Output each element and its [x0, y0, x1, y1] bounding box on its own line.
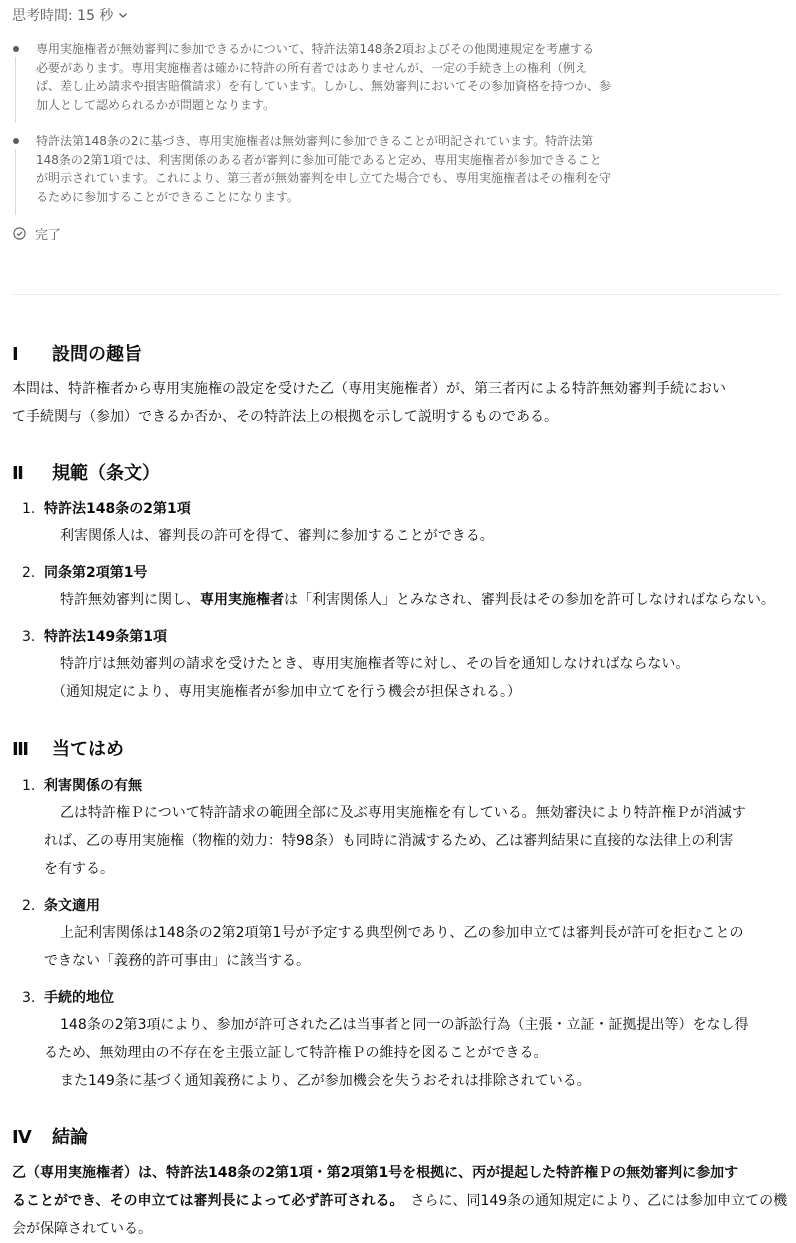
section-heading-3	[12, 735, 124, 761]
list-number: 3.	[22, 990, 36, 1006]
list-label: 特許法149条第1項	[44, 629, 167, 645]
thought-step-2	[13, 132, 633, 206]
done-label: 完了	[35, 228, 62, 243]
list-item-body	[44, 919, 788, 975]
thought-line: が明示されています。これにより、第三者が無効審判を申し立てた場合でも、専用実施権者はその権利を守	[36, 171, 612, 185]
body-line: できない「義務的許可事由」に該当する。	[44, 953, 310, 969]
list-item-body	[60, 650, 796, 678]
thought-line: ば、差し止め請求や損害賠償請求）を有しています。しかし、無効審判においてその参加資格を持つか、参	[36, 79, 612, 93]
bullet-dot	[13, 46, 19, 52]
list-item-body	[44, 799, 788, 883]
list-item-title	[22, 562, 147, 582]
list-label: 利害関係の有無	[44, 778, 142, 794]
section-title: 結論	[52, 1127, 88, 1148]
section-heading-1	[12, 340, 142, 366]
list-number: 1.	[22, 501, 36, 517]
list-item-title	[22, 987, 114, 1007]
section-heading-4	[12, 1123, 88, 1149]
section-title: 設問の趣旨	[52, 344, 142, 365]
list-item-title	[22, 498, 191, 518]
body-line: 特許庁は無効審判の請求を受けたとき、専用実施権者等に対し、その旨を通知しなければならない。	[60, 656, 690, 672]
paragraph-line	[12, 1187, 788, 1215]
list-item-body	[60, 522, 796, 550]
list-item-title	[22, 626, 167, 646]
bold-text: 乙（専用実施権者）は、特許法148条の2第1項・第2項第1号を根拠に、丙が提起した特許権Ｐの無効審判に参加す	[12, 1165, 739, 1181]
paragraph-line: 会が保障されている。	[12, 1221, 152, 1237]
list-label: 同条第2項第1号	[44, 565, 148, 581]
body-line: 乙は特許権Ｐについて特許請求の範囲全部に及ぶ専用実施権を有している。無効審決により特許権Ｐが消滅す	[60, 805, 746, 821]
bold-text: ることができ、その申立ては審判長によって必ず許可される。	[12, 1193, 397, 1209]
list-number: 3.	[22, 629, 36, 645]
list-number: 2.	[22, 565, 36, 581]
thought-step-1	[13, 40, 633, 114]
thought-line: 加人として認められるかが問題となります。	[36, 97, 276, 112]
timeline-line	[15, 149, 16, 215]
section-number: Ⅳ	[12, 1127, 32, 1148]
body-text: 特許無効審判に関し、	[60, 592, 200, 608]
thinking-duration: 思考時間: 15 秒	[12, 8, 114, 24]
timeline-line	[15, 57, 16, 123]
check-circle-icon	[13, 227, 26, 240]
divider	[12, 294, 782, 295]
paragraph-line: 本問は、特許権者から専用実施権の設定を受けた乙（専用実施権者）が、第三者丙による特許無効審判手続におい	[12, 381, 726, 397]
body-line: れば、乙の専用実施権（物権的効力：特98条）も同時に消滅するため、乙は審判結果に直接的な法律上の利害	[44, 833, 734, 849]
thought-line: 特許法第148条の2に基づき、専用実施権者は無効審判に参加できることが明記されています。特許法第	[36, 134, 594, 148]
list-item-title	[22, 895, 100, 915]
thought-line: 専用実施権者が無効審判に参加できるかについて、特許法第148条2項およびその他関連規定を考慮する	[36, 42, 595, 56]
section-number: Ⅱ	[12, 463, 24, 484]
thought-line: るために参加することができることになります。	[36, 189, 300, 204]
chevron-down-icon	[117, 9, 129, 21]
section-heading-2	[12, 459, 160, 485]
list-item-body	[44, 1011, 788, 1095]
thought-line: 148条の2第1項では、利害関係のある者が審判に参加可能であると定め、専用実施権者が参加できること	[36, 152, 602, 167]
list-label: 手続的地位	[44, 990, 114, 1006]
body-bold-text: 専用実施権者	[200, 592, 284, 608]
body-text: さらに、同149条の通知規定により、乙には参加申立ての機	[396, 1193, 788, 1209]
list-item-body	[60, 586, 796, 614]
thinking-toggle[interactable]	[12, 5, 129, 25]
body-line	[60, 586, 796, 614]
list-label: 条文適用	[44, 898, 100, 914]
section-1-paragraph	[12, 375, 788, 431]
bullet-dot	[13, 138, 19, 144]
body-line: 148条の2第3項により、参加が許可された乙は当事者と同一の訴訟行為（主張・立証・証拠提出等）をなし得	[60, 1017, 749, 1033]
list-number: 1.	[22, 778, 36, 794]
list-label: 特許法148条の2第1項	[44, 501, 191, 517]
thinking-done	[13, 224, 61, 243]
section-number: Ⅰ	[12, 344, 19, 365]
body-line: 利害関係人は、審判長の許可を得て、審判に参加することができる。	[60, 528, 494, 544]
list-item-title	[22, 775, 142, 795]
section-number: Ⅲ	[12, 739, 30, 760]
body-line: を有する。	[44, 861, 114, 877]
list-item-note	[52, 678, 796, 706]
body-line: また149条に基づく通知義務により、乙が参加機会を失うおそれは排除されている。	[60, 1073, 591, 1089]
note-line: （通知規定により、専用実施権者が参加申立てを行う機会が担保される。）	[52, 684, 521, 700]
paragraph-line	[12, 1159, 788, 1187]
section-title: 規範（条文）	[52, 463, 160, 484]
paragraph-line: て手続関与（参加）できるか否か、その特許法上の根拠を示して説明するものである。	[12, 409, 558, 425]
body-text: は「利害関係人」とみなされ、審判長はその参加を許可しなければならない。	[284, 592, 775, 608]
body-line: るため、無効理由の不存在を主張立証して特許権Ｐの維持を図ることができる。	[44, 1045, 548, 1061]
body-line: 上記利害関係は148条の2第2項第1号が予定する典型例であり、乙の参加申立ては審判長が許可を拒むことの	[60, 925, 744, 941]
conclusion-paragraph	[12, 1159, 788, 1243]
list-number: 2.	[22, 898, 36, 914]
thought-line: 必要があります。専用実施権者は確かに特許の所有者ではありませんが、一定の手続き上の権利（例え	[36, 60, 588, 75]
section-title: 当てはめ	[52, 739, 124, 760]
